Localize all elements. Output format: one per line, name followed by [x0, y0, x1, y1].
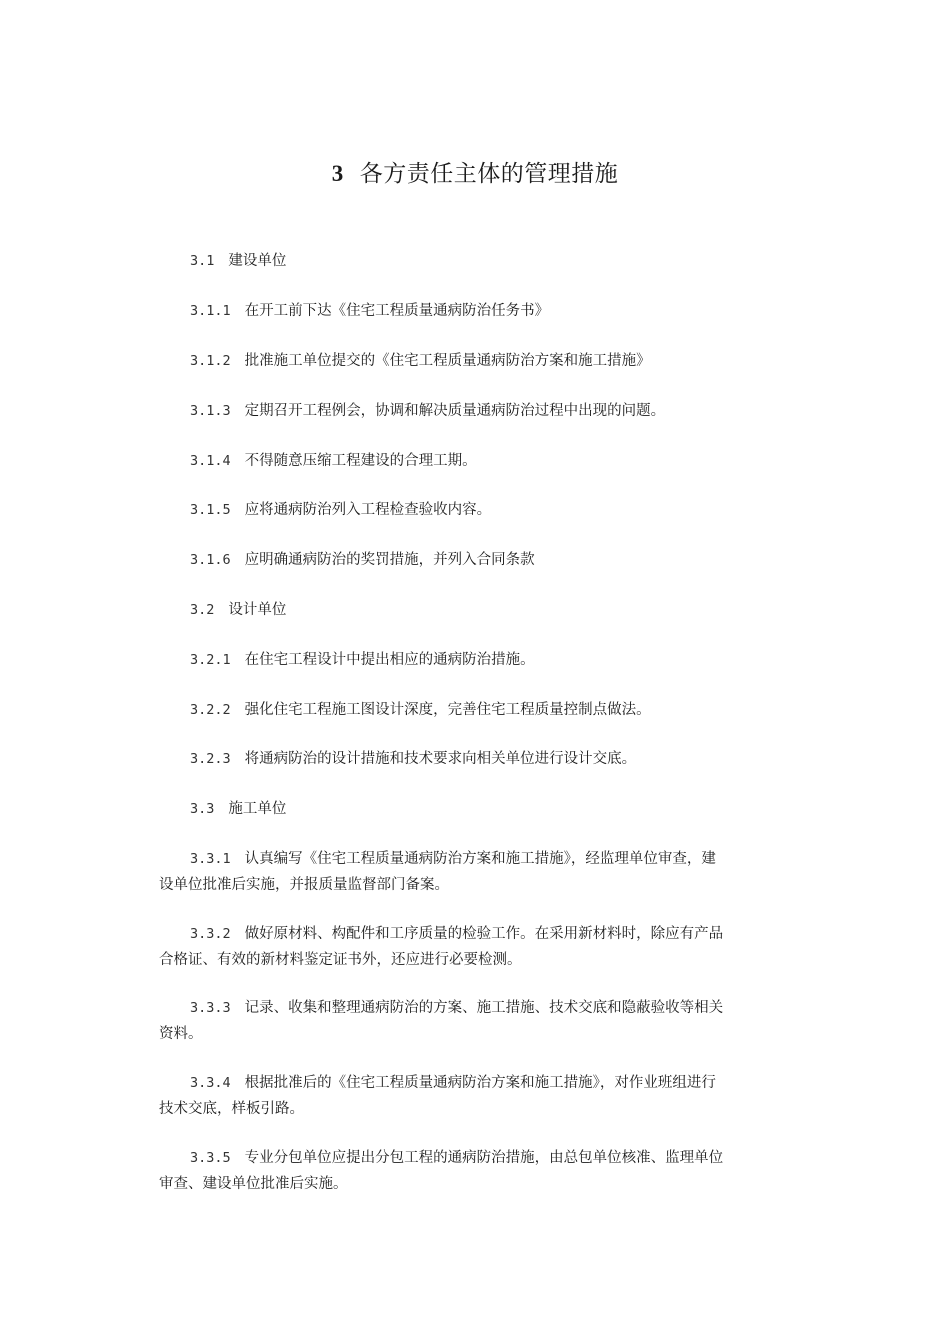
- heading-3-3: 3.3 施工单位: [190, 801, 287, 817]
- item-3-1-1: 3.1.1 在开工前下达《住宅工程质量通病防治任务书》: [190, 303, 550, 319]
- paragraph-3-3-3: 3.3.3 记录、收集和整理通病防治的方案、施工措施、技术交底和隐蔽验收等相关 资料。: [159, 1000, 724, 1042]
- paragraph-3-3-1: 3.3.1 认真编写《住宅工程质量通病防治方案和施工措施》，经监理单位审查，建 设单位批准后实施，并报质量监督部门备案。: [159, 851, 716, 893]
- item-3-1-3: 3.1.3 定期召开工程例会，协调和解决质量通病防治过程中出现的问题。: [190, 403, 666, 419]
- paragraph-3-3-2: 3.3.2 做好原材料、构配件和工序质量的检验工作。在采用新材料时，除应有产品 合格证、有效的新材料鉴定证书外，还应进行必要检测。: [159, 926, 724, 968]
- item-3-2-3: 3.2.3 将通病防治的设计措施和技术要求向相关单位进行设计交底。: [190, 751, 637, 767]
- item-3-1-5: 3.1.5 应将通病防治列入工程检查验收内容。: [190, 502, 492, 518]
- item-3-1-2: 3.1.2 批准施工单位提交的《住宅工程质量通病防治方案和施工措施》: [190, 353, 651, 369]
- section-title: [0, 157, 950, 191]
- item-3-1-6: 3.1.6 应明确通病防治的奖罚措施，并列入合同条款: [190, 552, 535, 568]
- heading-3-2: 3.2 设计单位: [190, 602, 287, 618]
- item-3-2-2: 3.2.2 强化住宅工程施工图设计深度，完善住宅工程质量控制点做法。: [190, 702, 651, 718]
- section-number: 3: [331, 161, 344, 186]
- paragraph-3-3-4: 3.3.4 根据批准后的《住宅工程质量通病防治方案和施工措施》，对作业班组进行 技术交底，样板引路。: [159, 1075, 716, 1117]
- heading-3-1: 3.1 建设单位: [190, 253, 287, 269]
- section-title-text: 各方责任主体的管理措施: [359, 161, 619, 187]
- paragraph-3-3-5: 3.3.5 专业分包单位应提出分包工程的通病防治措施，由总包单位核准、监理单位 审查、建设单位批准后实施。: [159, 1150, 724, 1192]
- item-3-1-4: 3.1.4 不得随意压缩工程建设的合理工期。: [190, 453, 477, 469]
- item-3-2-1: 3.2.1 在住宅工程设计中提出相应的通病防治措施。: [190, 652, 535, 668]
